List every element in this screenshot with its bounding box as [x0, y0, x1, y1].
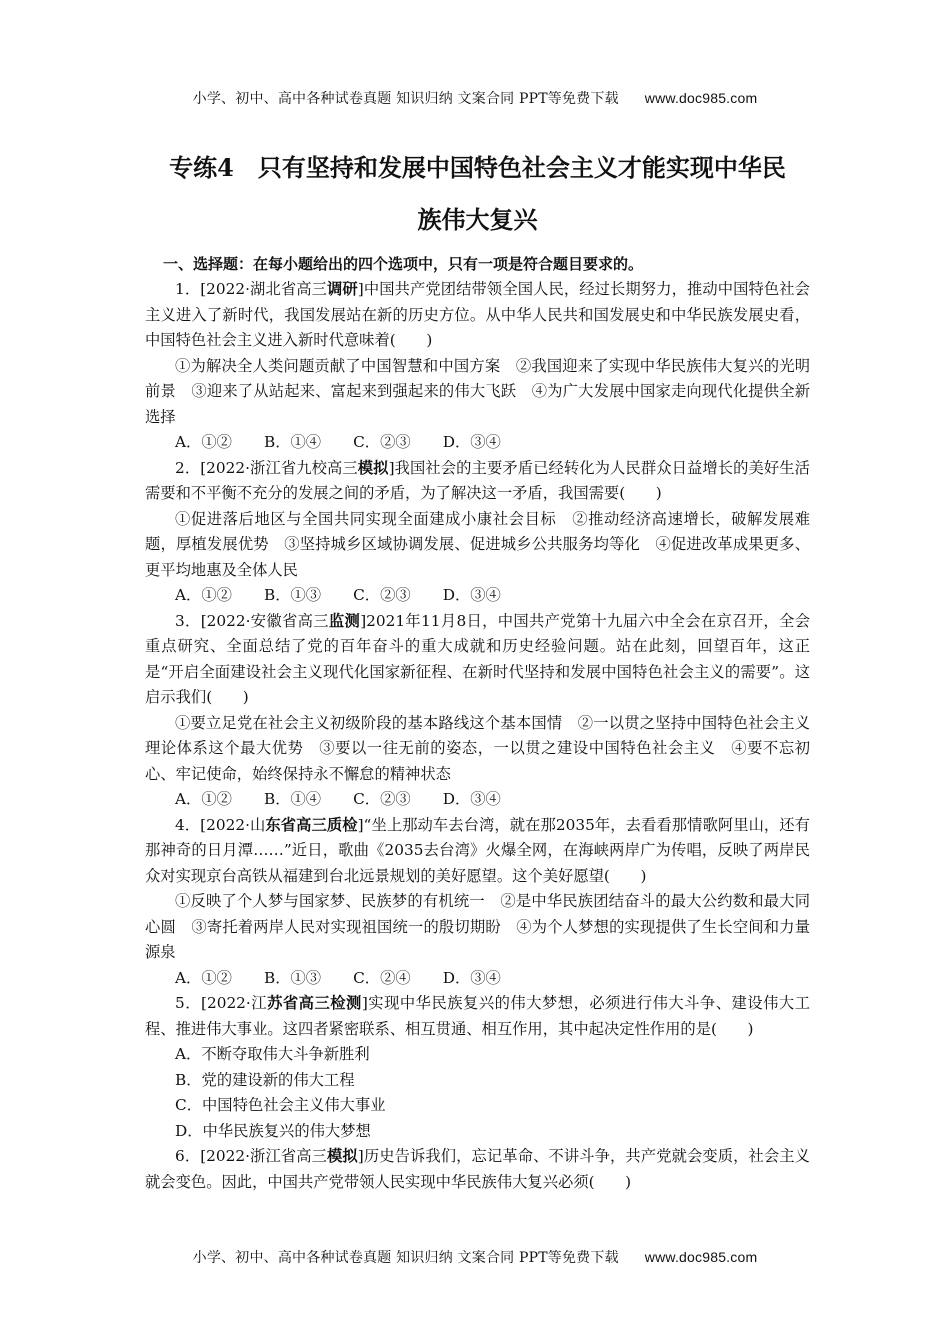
question-3-options — [145, 787, 810, 813]
option-b: B．党的建设新的伟大工程 — [175, 1070, 355, 1089]
q4-text: ]“坐上那动车去台湾，就在那2035年，去看看那情歌阿里山，还有那神奇的日月潭……”近日，歌曲《2035去台湾》火爆全网，在海峡两岸广为传唱，反映了两岸民众对实现京台高铁从福建到台北远景规划的美好愿望。这个美好愿望( ) — [145, 815, 810, 885]
question-5-stem — [145, 991, 810, 1042]
option-b: B．①③ — [263, 968, 322, 987]
page-header — [0, 88, 950, 108]
title-line-2: 族伟大复兴 — [417, 205, 538, 234]
q1-tag: 调研 — [327, 280, 358, 298]
option-d: D．③④ — [442, 433, 501, 451]
page-title — [145, 142, 810, 246]
q6-tag: 模拟 — [327, 1147, 358, 1165]
footer-text: 小学、初中、高中各种试卷真题 知识归纳 文案合同 PPT等免费下载 — [192, 1250, 619, 1266]
q4-tag: 东省高三质检 — [265, 815, 358, 834]
option-b: B．①③ — [263, 586, 322, 604]
q6-text: ]历史告诉我们，忘记革命、不讲斗争，共产党就会变质，社会主义就会变色。因此，中国共产党带领人民实现中华民族伟大复兴必须( ) — [145, 1147, 810, 1191]
question-4-options — [145, 966, 810, 992]
q5-source: 5．[2022·江 — [175, 994, 268, 1012]
option-a: A．①② — [175, 790, 232, 808]
option-c: C．②③ — [353, 433, 411, 451]
option-b: B．①④ — [263, 790, 322, 808]
q5-tag: 苏省高三检测 — [267, 994, 362, 1012]
question-2-options — [145, 583, 810, 609]
question-2-stem — [145, 456, 810, 507]
q3-source: 3．[2022·安徽省高三 — [175, 611, 329, 630]
q1-source: 1．[2022·湖北省高三 — [175, 280, 327, 298]
question-3-statements: ①要立足党在社会主义初级阶段的基本路线这个基本国情 ②一以贯之坚持中国特色社会主义理论体系这个最大优势 ③要以一往无前的姿态，一以贯之建设中国特色社会主义 ④要不忘初心、牢记使命，始终保持永不懈怠的精神状态 — [145, 713, 810, 783]
option-d: D．中华民族复兴的伟大梦想 — [175, 1121, 371, 1140]
option-a: A．①② — [175, 586, 232, 604]
option-b: B．①④ — [263, 433, 322, 451]
q2-source: 2．[2022·浙江省九校高三 — [175, 458, 358, 477]
q5-text: ]实现中华民族复兴的伟大梦想，必须进行伟大斗争、建设伟大工程、推进伟大事业。这四者紧密联系、相互贯通、相互作用，其中起决定性作用的是( ) — [145, 994, 810, 1038]
question-3-stem — [145, 609, 810, 711]
question-1-statements: ①为解决全人类问题贡献了中国智慧和中国方案 ②我国迎来了实现中华民族伟大复兴的光明前景 ③迎来了从站起来、富起来到强起来的伟大飞跃 ④为广大发展中国家走向现代化提供全新选择 — [145, 356, 810, 426]
option-c: C．②③ — [353, 586, 411, 604]
option-c: C．中国特色社会主义伟大事业 — [175, 1096, 386, 1114]
option-d: D．③④ — [442, 790, 501, 808]
q1-text: ]中国共产党团结带领全国人民，经过长期努力，推动中国特色社会主义进入了新时代，我国发展站在新的历史方位。从中华人民共和国发展史和中华民族发展史看，中国特色社会主义进入新时代意味着( ) — [145, 280, 810, 349]
title-line-1: 专练4 只有坚持和发展中国特色社会主义才能实现中华民 — [169, 153, 786, 182]
q2-text: ]我国社会的主要矛盾已经转化为人民群众日益增长的美好生活需要和不平衡不充分的发展之间的矛盾，为了解决这一矛盾，我国需要( ) — [145, 458, 810, 502]
question-2-statements: ①促进落后地区与全国共同实现全面建成小康社会目标 ②推动经济高速增长，破解发展难题，厚植发展优势 ③坚持城乡区域协调发展、促进城乡公共服务均等化 ④促进改革成果更多、更平均地惠及全体人民 — [145, 509, 810, 579]
question-4-stem — [145, 813, 810, 890]
option-c: C．②④ — [353, 968, 411, 987]
question-1-options — [145, 430, 810, 456]
page-footer — [0, 1247, 950, 1267]
question-6-stem — [145, 1144, 810, 1195]
header-text: 小学、初中、高中各种试卷真题 知识归纳 文案合同 PPT等免费下载 — [192, 91, 619, 107]
section-heading: 一、选择题：在每小题给出的四个选项中，只有一项是符合题目要求的。 — [163, 255, 644, 273]
question-4-statements: ①反映了个人梦与国家梦、民族梦的有机统一 ②是中华民族团结奋斗的最大公约数和最大同心圆 ③寄托着两岸人民对实现祖国统一的殷切期盼 ④为个人梦想的实现提供了生长空间和力量源泉 — [145, 892, 810, 961]
q3-tag: 监测 — [328, 611, 361, 630]
document-body — [145, 142, 810, 1195]
option-a: A．①② — [175, 433, 232, 451]
question-1-stem — [145, 277, 810, 354]
header-site[interactable]: www.doc985.com — [644, 90, 758, 106]
q2-tag: 模拟 — [357, 458, 389, 477]
option-c: C．②③ — [353, 790, 411, 808]
option-d: D．③④ — [442, 586, 501, 604]
q4-source: 4．[2022·山 — [175, 815, 266, 834]
q3-text: ]2021年11月8日，中国共产党第十九届六中全会在京召开，全会重点研究、全面总结了党的百年奋斗的重大成就和历史经验问题。站在此刻，回望百年，这正是“开启全面建设社会主义现代化国家新征程、在新时代坚持和发展中国特色社会主义的需要”。这启示我们( ) — [145, 611, 810, 706]
q6-source: 6．[2022·浙江省高三 — [175, 1147, 327, 1165]
option-a: A．不断夺取伟大斗争新胜利 — [175, 1045, 370, 1063]
footer-site[interactable]: www.doc985.com — [644, 1249, 758, 1265]
option-d: D．③④ — [442, 968, 501, 987]
option-a: A．①② — [175, 968, 232, 987]
